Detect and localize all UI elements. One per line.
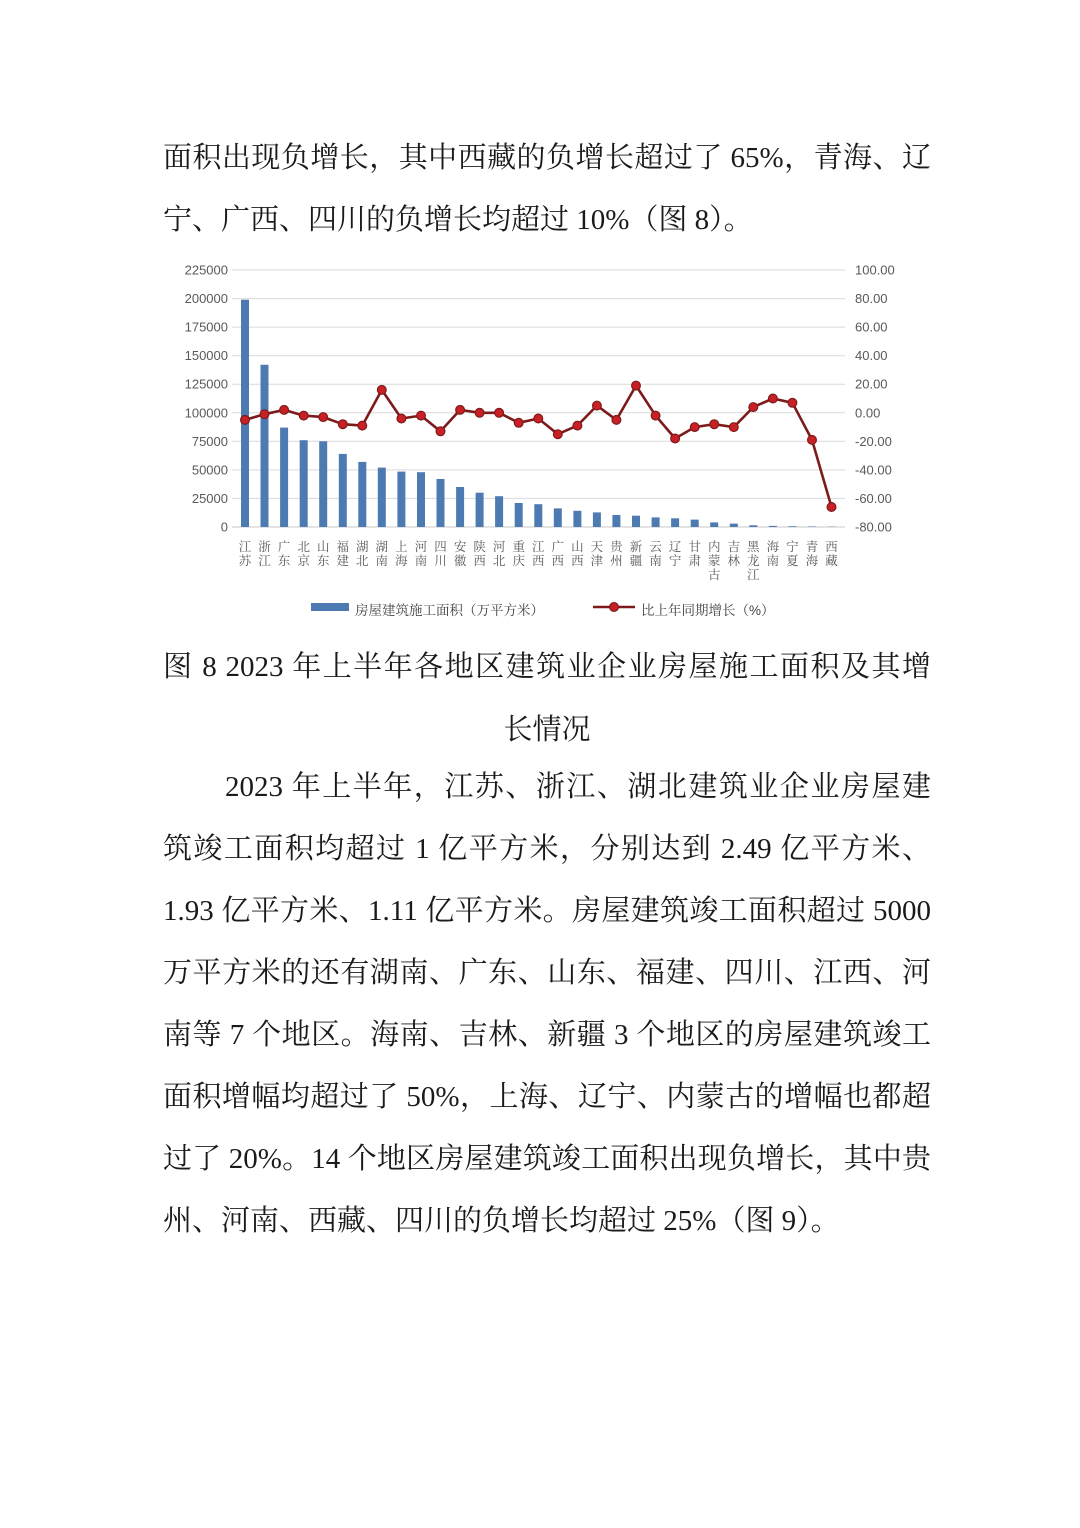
svg-text:安: 安 bbox=[453, 540, 467, 554]
svg-text:西: 西 bbox=[825, 540, 838, 554]
legend-bar-label: 房屋建筑施工面积（万平方米） bbox=[355, 603, 544, 618]
right-axis-labels bbox=[855, 263, 895, 535]
growth-line-series bbox=[241, 381, 836, 511]
svg-text:庆: 庆 bbox=[512, 554, 525, 568]
svg-text:海: 海 bbox=[766, 540, 780, 554]
svg-text:南: 南 bbox=[649, 554, 662, 568]
figure8-caption bbox=[163, 636, 931, 762]
text-line: 2023 年上半年，江苏、浙江、湖北建筑业企业房屋建 bbox=[225, 771, 931, 803]
svg-text:湖: 湖 bbox=[356, 540, 369, 554]
left-axis-labels bbox=[185, 263, 228, 535]
text-line: 1.93 亿平方米、1.11 亿平方米。房屋建筑竣工面积超过 5000 bbox=[163, 895, 931, 927]
svg-text:200000: 200000 bbox=[184, 291, 228, 307]
svg-text:宁: 宁 bbox=[786, 540, 799, 554]
legend bbox=[311, 602, 775, 618]
svg-text:江: 江 bbox=[258, 554, 271, 568]
svg-text:河: 河 bbox=[492, 540, 506, 554]
text-line: 面积出现负增长，其中西藏的负增长超过了 65%，青海、辽 bbox=[163, 142, 931, 174]
svg-text:内: 内 bbox=[707, 540, 721, 554]
text-line: 宁、广西、四川的负增长均超过 10%（图 8）。 bbox=[163, 204, 753, 236]
text-line: 州、河南、西藏、四川的负增长均超过 25%（图 9）。 bbox=[163, 1205, 840, 1237]
x-axis-labels bbox=[239, 539, 839, 582]
svg-text:西: 西 bbox=[551, 554, 565, 568]
svg-text:苏: 苏 bbox=[238, 554, 252, 568]
svg-text:北: 北 bbox=[356, 554, 369, 568]
svg-text:京: 京 bbox=[297, 554, 310, 568]
svg-text:山: 山 bbox=[316, 540, 330, 554]
svg-text:林: 林 bbox=[727, 554, 741, 568]
svg-text:20.00: 20.00 bbox=[855, 376, 888, 392]
svg-text:-40.00: -40.00 bbox=[855, 462, 892, 478]
text-line: 长情况 bbox=[503, 714, 591, 746]
legend-line-label: 比上年同期增长（%） bbox=[641, 603, 775, 618]
svg-text:-20.00: -20.00 bbox=[855, 433, 892, 449]
svg-text:50000: 50000 bbox=[191, 462, 228, 478]
svg-text:辽: 辽 bbox=[668, 540, 682, 554]
svg-text:100.00: 100.00 bbox=[855, 262, 895, 278]
svg-text:古: 古 bbox=[707, 568, 721, 582]
svg-text:25000: 25000 bbox=[191, 490, 228, 506]
svg-text:江: 江 bbox=[747, 568, 760, 582]
svg-text:225000: 225000 bbox=[184, 262, 228, 278]
svg-text:江: 江 bbox=[532, 540, 545, 554]
svg-text:-80.00: -80.00 bbox=[855, 519, 892, 535]
svg-text:肃: 肃 bbox=[688, 554, 701, 568]
svg-text:上: 上 bbox=[395, 540, 408, 554]
svg-text:-60.00: -60.00 bbox=[855, 490, 892, 506]
svg-text:80.00: 80.00 bbox=[855, 291, 888, 307]
svg-text:0.00: 0.00 bbox=[855, 405, 881, 421]
svg-text:夏: 夏 bbox=[786, 554, 799, 568]
svg-text:75000: 75000 bbox=[191, 433, 228, 449]
svg-text:浙: 浙 bbox=[258, 540, 271, 554]
svg-text:贵: 贵 bbox=[610, 540, 623, 554]
svg-text:100000: 100000 bbox=[184, 405, 228, 421]
text-line: 面积增幅均超过了 50%，上海、辽宁、内蒙古的增幅也都超 bbox=[163, 1081, 931, 1113]
svg-text:甘: 甘 bbox=[688, 540, 701, 554]
svg-text:南: 南 bbox=[414, 554, 428, 568]
svg-text:藏: 藏 bbox=[825, 554, 838, 568]
svg-text:湖: 湖 bbox=[375, 540, 389, 554]
svg-text:0: 0 bbox=[220, 519, 228, 535]
combo-chart-svg bbox=[165, 252, 945, 634]
svg-text:津: 津 bbox=[590, 554, 604, 568]
svg-text:东: 东 bbox=[277, 554, 291, 568]
svg-text:175000: 175000 bbox=[184, 319, 228, 335]
paragraph-intro bbox=[163, 127, 931, 251]
svg-text:建: 建 bbox=[336, 554, 350, 568]
svg-text:新: 新 bbox=[629, 540, 643, 554]
svg-text:陕: 陕 bbox=[473, 540, 486, 554]
text-line: 图 8 2023 年上半年各地区建筑业企业房屋施工面积及其增 bbox=[163, 651, 931, 683]
text-line: 万平方米的还有湖南、广东、山东、福建、四川、江西、河 bbox=[163, 957, 931, 989]
svg-text:南: 南 bbox=[766, 554, 780, 568]
svg-text:40.00: 40.00 bbox=[855, 348, 888, 364]
svg-text:河: 河 bbox=[414, 540, 428, 554]
svg-text:南: 南 bbox=[375, 554, 389, 568]
svg-text:龙: 龙 bbox=[747, 554, 760, 568]
svg-text:福: 福 bbox=[336, 540, 350, 554]
svg-text:北: 北 bbox=[297, 540, 310, 554]
svg-text:川: 川 bbox=[434, 554, 447, 568]
svg-text:徽: 徽 bbox=[453, 554, 467, 568]
svg-text:60.00: 60.00 bbox=[855, 319, 888, 335]
svg-text:宁: 宁 bbox=[668, 554, 682, 568]
svg-text:州: 州 bbox=[610, 554, 623, 568]
figure8-chart bbox=[165, 252, 945, 634]
svg-text:125000: 125000 bbox=[184, 376, 228, 392]
svg-text:西: 西 bbox=[532, 554, 545, 568]
svg-text:云: 云 bbox=[649, 540, 662, 554]
svg-text:疆: 疆 bbox=[629, 554, 643, 568]
svg-text:山: 山 bbox=[571, 540, 584, 554]
svg-text:四: 四 bbox=[434, 540, 447, 554]
svg-text:江: 江 bbox=[238, 540, 252, 554]
svg-text:西: 西 bbox=[473, 554, 486, 568]
svg-text:吉: 吉 bbox=[727, 540, 741, 554]
svg-text:青: 青 bbox=[805, 540, 819, 554]
svg-text:东: 东 bbox=[316, 554, 330, 568]
paragraph-main bbox=[163, 756, 931, 1252]
svg-text:海: 海 bbox=[395, 554, 408, 568]
svg-text:广: 广 bbox=[551, 540, 565, 554]
legend-line-marker bbox=[610, 603, 619, 612]
svg-text:北: 北 bbox=[492, 554, 506, 568]
svg-text:黑: 黑 bbox=[747, 540, 760, 554]
text-line: 过了 20%。14 个地区房屋建筑竣工面积出现负增长，其中贵 bbox=[163, 1143, 931, 1175]
svg-text:西: 西 bbox=[571, 554, 584, 568]
svg-text:海: 海 bbox=[805, 554, 819, 568]
svg-text:天: 天 bbox=[590, 540, 604, 554]
svg-text:蒙: 蒙 bbox=[707, 554, 721, 568]
svg-text:重: 重 bbox=[512, 540, 525, 554]
svg-text:广: 广 bbox=[277, 540, 291, 554]
legend-bar-swatch bbox=[311, 603, 349, 611]
svg-text:150000: 150000 bbox=[184, 348, 228, 364]
text-line: 南等 7 个地区。海南、吉林、新疆 3 个地区的房屋建筑竣工 bbox=[163, 1019, 931, 1051]
text-line: 筑竣工面积均超过 1 亿平方米，分别达到 2.49 亿平方米、 bbox=[163, 833, 931, 865]
